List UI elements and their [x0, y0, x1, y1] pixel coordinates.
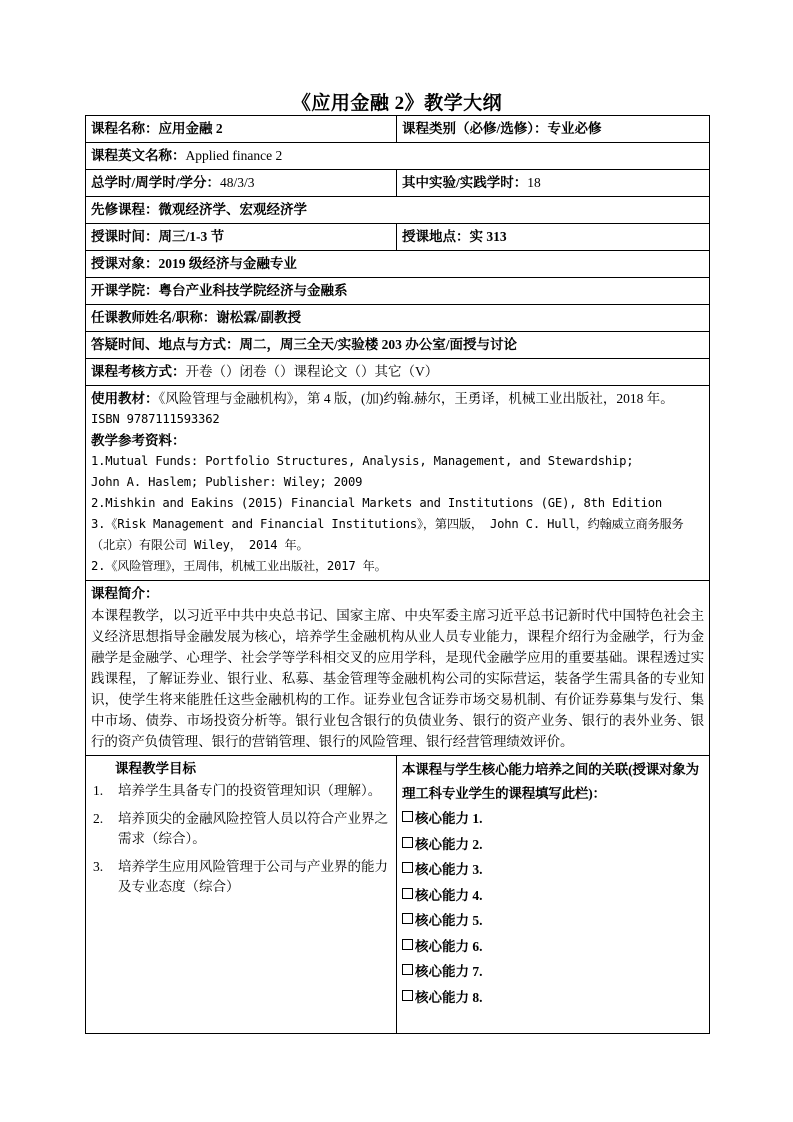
- reference-item: 2.Mishkin and Eakins (2015) Financial Markets and Institutions (GE), 8th Edition: [91, 496, 662, 510]
- cell-class-location: [397, 224, 710, 251]
- value-class-time: 周三/1-3 节: [158, 229, 225, 244]
- table-row: [86, 170, 710, 197]
- value-teacher: 谢松霖/副教授: [216, 310, 302, 325]
- cell-core-competencies: [397, 756, 710, 1034]
- label-teacher: 任课教师姓名/职称：: [91, 310, 217, 325]
- label-prerequisites: 先修课程：: [91, 202, 159, 217]
- cell-school: [86, 278, 710, 305]
- page-title: 《应用金融 2》教学大纲: [291, 93, 503, 114]
- checkbox-icon[interactable]: [402, 837, 413, 848]
- competency-label: 核心能力 4.: [415, 887, 483, 903]
- cell-course-category: [397, 116, 710, 143]
- value-assessment: 开卷（）闭卷（）课程论文（）其它（V）: [185, 364, 439, 379]
- label-course-name: 课程名称：: [91, 121, 159, 136]
- competency-label: 核心能力 7.: [415, 964, 483, 979]
- cell-total-hours: [86, 170, 397, 197]
- label-textbook: 使用教材：: [91, 391, 159, 406]
- checkbox-icon[interactable]: [402, 939, 413, 950]
- table-row: [86, 278, 710, 305]
- label-school: 开课学院：: [91, 283, 159, 298]
- value-prerequisites: 微观经济学、宏观经济学: [158, 202, 307, 217]
- value-textbook: 《风险管理与金融机构》，第 4 版，(加)约翰.赫尔，王勇译，机械工业出版社，2018 年。: [158, 391, 674, 406]
- list-item[interactable]: [402, 985, 704, 1011]
- competency-label: 核心能力 2.: [415, 836, 483, 852]
- table-row: [86, 359, 710, 386]
- table-row: [86, 756, 710, 1034]
- checkbox-icon[interactable]: [402, 811, 413, 822]
- label-audience: 授课对象：: [91, 256, 159, 271]
- objective-text: 培养顶尖的金融风险控管人员以符合产业界之需求（综合）。: [118, 811, 388, 846]
- label-course-objectives: 课程教学目标: [115, 761, 196, 776]
- value-class-location: 实 313: [469, 229, 507, 244]
- value-course-category: 专业必修: [547, 121, 602, 136]
- cell-course-name: [86, 116, 397, 143]
- checkbox-icon[interactable]: [402, 862, 413, 873]
- table-row: [86, 116, 710, 143]
- objective-text: 培养学生应用风险管理于公司与产业界的能力及专业态度（综合）: [118, 859, 388, 894]
- list-item: [91, 781, 391, 801]
- value-audience: 2019 级经济与金融专业: [158, 256, 297, 271]
- cell-assessment: [86, 359, 710, 386]
- label-core-competencies: 本课程与学生核心能力培养之间的关联(授课对象为理工科专业学生的课程填写此栏)：: [402, 762, 699, 801]
- cell-prerequisites: [86, 197, 710, 224]
- label-course-category: 课程类别（必修/选修）：: [402, 121, 548, 136]
- reference-item: 2.《风险管理》，王周伟，机械工业出版社，2017 年。: [91, 559, 387, 573]
- value-course-name: 应用金融 2: [158, 121, 223, 136]
- label-assessment: 课程考核方式：: [91, 364, 186, 379]
- cell-lab-hours: [397, 170, 710, 197]
- label-total-hours: 总学时/周学时/学分：: [91, 175, 221, 190]
- cell-course-intro: [86, 581, 710, 756]
- value-lab-hours: 18: [527, 175, 541, 190]
- reference-item: 3.《Risk Management and Financial Institutions》，第四版， John C. Hull，约翰威立商务服务（北京）有限公司 Wiley， 2014 年。: [91, 517, 684, 552]
- list-item[interactable]: [402, 857, 704, 883]
- cell-teacher: [86, 305, 710, 332]
- list-item[interactable]: [402, 908, 704, 934]
- cell-course-objectives: [86, 756, 397, 1034]
- value-office-hours: 周二，周三全天/实验楼 203 办公室/面授与讨论: [239, 337, 518, 352]
- cell-textbook-references: [86, 386, 710, 581]
- label-office-hours: 答疑时间、地点与方式：: [91, 337, 240, 352]
- objective-number: 2.: [93, 811, 104, 826]
- checkbox-icon[interactable]: [402, 888, 413, 899]
- objectives-list: [91, 781, 391, 897]
- textbook-isbn: ISBN 9787111593362: [91, 412, 220, 426]
- list-item: [91, 809, 391, 849]
- label-lab-hours: 其中实验/实践学时：: [402, 175, 528, 190]
- table-row: [86, 143, 710, 170]
- checkbox-icon[interactable]: [402, 913, 413, 924]
- competency-label: 核心能力 1.: [415, 811, 483, 826]
- competency-label: 核心能力 5.: [415, 913, 483, 928]
- cell-course-english-name: [86, 143, 710, 170]
- cell-class-time: [86, 224, 397, 251]
- checkbox-icon[interactable]: [402, 964, 413, 975]
- list-item[interactable]: [402, 934, 704, 960]
- list-item[interactable]: [402, 883, 704, 909]
- table-row: [86, 332, 710, 359]
- table-row: [86, 581, 710, 756]
- reference-item: John A. Haslem; Publisher: Wiley; 2009: [91, 475, 363, 489]
- value-school: 粤台产业科技学院经济与金融系: [158, 283, 348, 298]
- checkbox-icon[interactable]: [402, 990, 413, 1001]
- label-course-english-name: 课程英文名称：: [91, 148, 186, 163]
- list-item[interactable]: [402, 832, 704, 858]
- competency-label: 核心能力 8.: [415, 989, 483, 1005]
- table-row: [86, 386, 710, 581]
- list-item: [91, 857, 391, 897]
- competency-label: 核心能力 3.: [415, 862, 483, 877]
- label-course-intro: 课程简介：: [91, 586, 159, 601]
- value-course-intro: 本课程教学，以习近平中共中央总书记、国家主席、中央军委主席习近平总书记新时代中国特色社会主义经济思想指导金融发展为核心，培养学生金融机构从业人员专业能力，课程介绍行为金融学，行为金融学是金融学、心理学、社会学等学科相交叉的应用学科，是现代金融学应用的重要基础。课程透过实践课程，了解证券业、银行业、私募、基金管理等金融机构公司的实际营运，装备学生需具备的专业知识，使学生将来能胜任这些金融机构的工作。证券业包含证券市场交易机制、有价证券募集与发行、集中市场、债券、市场投资分析等。银行业包含银行的负债业务、银行的资产业务、银行的表外业务、银行的资产负债管理、银行的营销管理、银行的风险管理、银行经营管理绩效评价。: [91, 608, 704, 749]
- objective-number: 3.: [93, 859, 104, 874]
- table-row: [86, 224, 710, 251]
- objective-number: 1.: [93, 783, 104, 798]
- competency-label: 核心能力 6.: [415, 938, 483, 954]
- cell-audience: [86, 251, 710, 278]
- list-item[interactable]: [402, 806, 704, 832]
- label-references: 教学参考资料：: [91, 433, 186, 448]
- table-row: [86, 251, 710, 278]
- textbook-line: [91, 388, 704, 409]
- cell-office-hours: [86, 332, 710, 359]
- list-item[interactable]: [402, 959, 704, 985]
- label-class-time: 授课时间：: [91, 229, 159, 244]
- syllabus-table: [85, 115, 710, 1034]
- core-competencies-list: [402, 806, 704, 1010]
- table-row: [86, 305, 710, 332]
- reference-item: 1.Mutual Funds: Portfolio Structures, Analysis, Management, and Stewardship;: [91, 454, 634, 468]
- value-course-english-name: Applied finance 2: [185, 148, 283, 163]
- table-row: [86, 197, 710, 224]
- objective-text: 培养学生具备专门的投资管理知识（理解）。: [118, 783, 382, 798]
- value-total-hours: 48/3/3: [220, 175, 255, 190]
- label-class-location: 授课地点：: [402, 229, 470, 244]
